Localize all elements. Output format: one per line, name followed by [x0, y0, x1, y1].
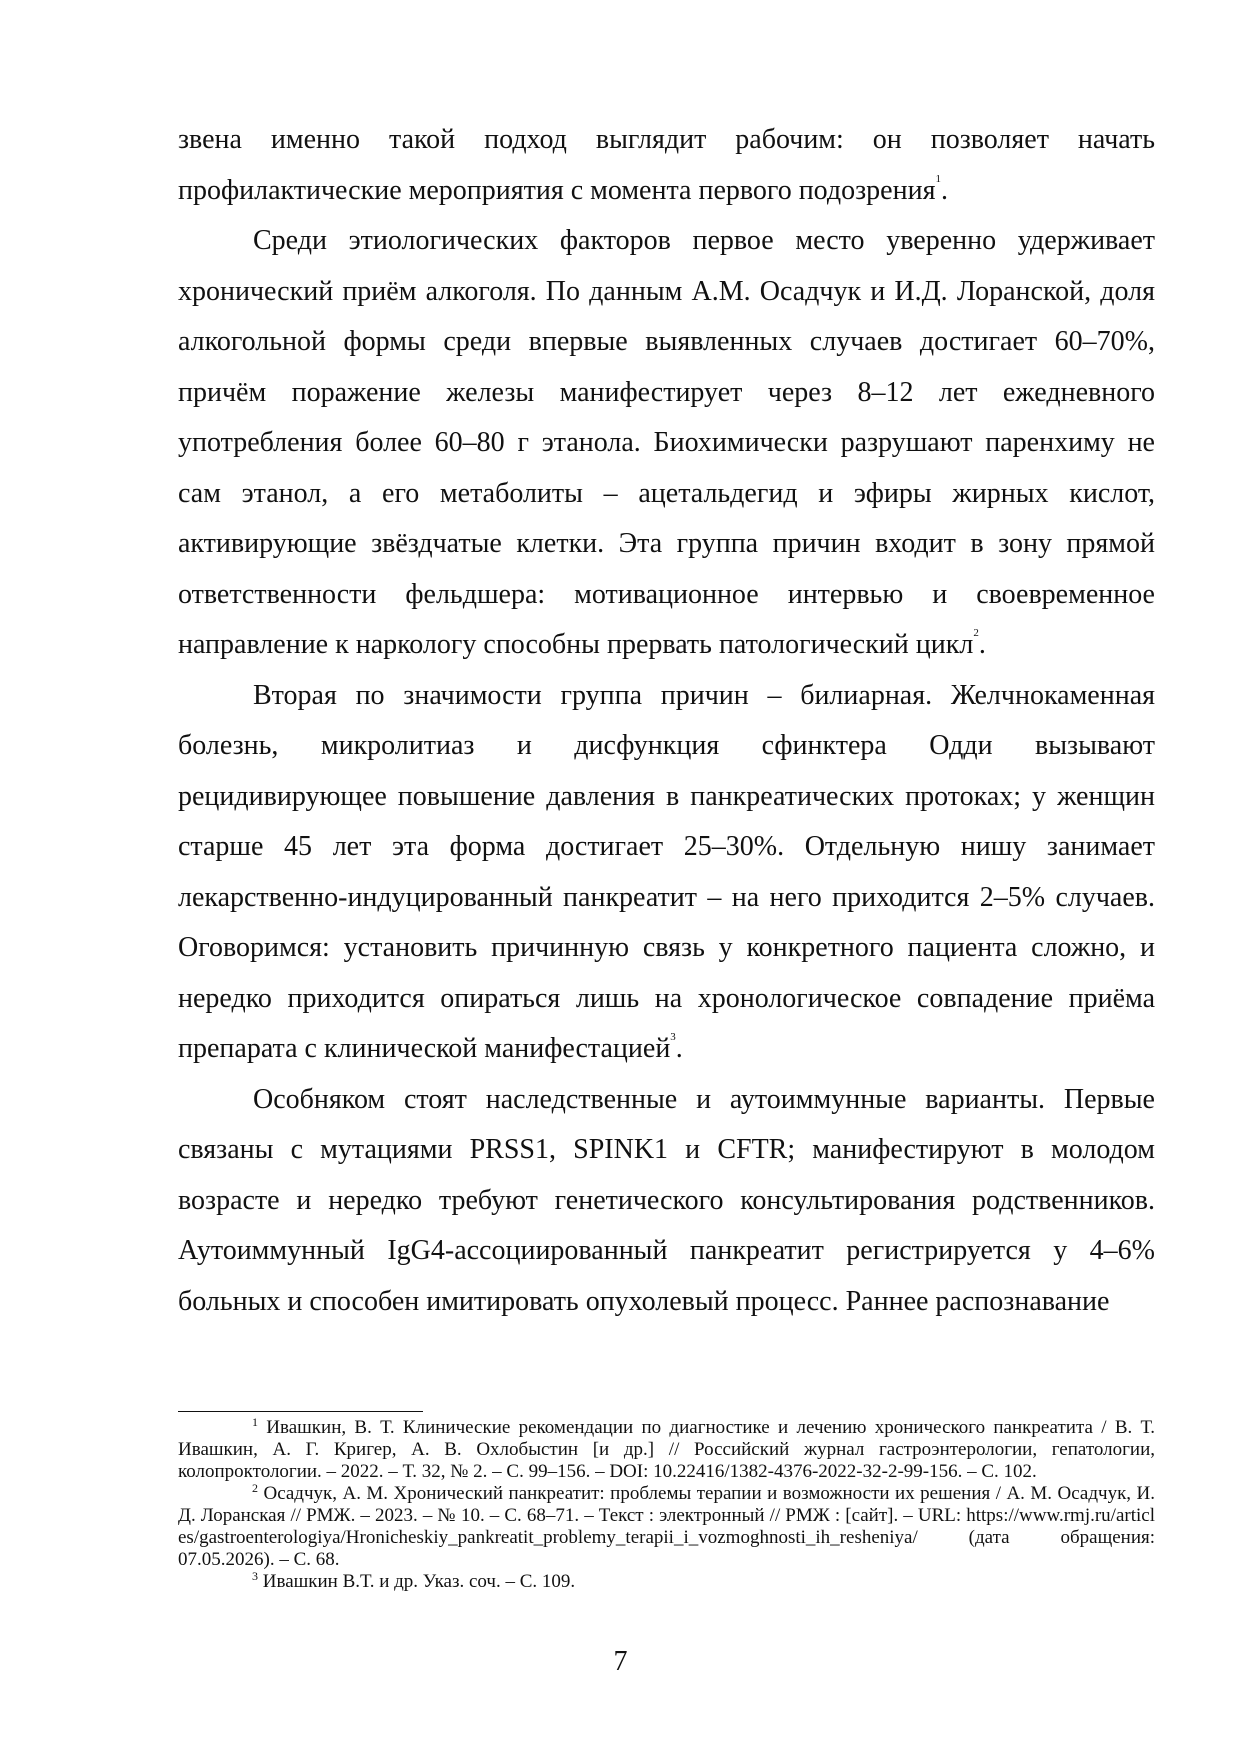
footnote-1 [178, 1417, 1155, 1483]
footnote-reference[interactable]: 3 [670, 1031, 676, 1043]
footnote-mark: 3 [252, 1569, 258, 1583]
body-text [178, 115, 1155, 1327]
footnote-url-link[interactable]: https://www.rmj.ru/articles/gastroenterologiya/Hronicheskiy_pankreatit_problemy_terapii_i_vozmoghnosti_ih_resheniya/ [178, 1505, 1155, 1548]
paragraph-etiology-biliary [178, 671, 1155, 1075]
paragraph-tail: . [978, 629, 986, 660]
paragraph-continuation [178, 115, 1155, 216]
paragraph-text: Вторая по значимости группа причин – билиарная. Желчнокаменная болезнь, микролитиаз и дисфункция сфинктера Одди вызывают рецидивирующее повышение давления в панкреатических протоках; у женщин старше 45 лет эта форма достигает 25–30%. Отдельную нишу занимает лекарственно-индуцированный панкреатит – на него приходится 2–5% случаев. Оговоримся: установить причинную связь у конкретного пациента сложно, и нередко приходится опираться лишь на хронологическое совпадение приёма препарата с клинической манифестацией [178, 679, 1155, 1064]
paragraph-etiology-hereditary [178, 1075, 1155, 1328]
footnote-reference[interactable]: 1 [935, 172, 941, 185]
footnote-tail: (дата обращения: 07.05.2026). – С. 68. [178, 1527, 1155, 1570]
footnote-reference[interactable]: 2 [973, 627, 979, 639]
footnote-separator [178, 1411, 423, 1412]
footnote-mark: 1 [252, 1415, 258, 1429]
paragraph-etiology-alcohol [178, 216, 1155, 671]
footnote-text: Осадчук, А. М. Хронический панкреатит: проблемы терапии и возможности их решения / А. М. Осадчук, И. Д. Лоранская // РМЖ. – 2023. – № 10. – С. 68–71. – Текст : электронный // РМЖ : [сайт]. – URL: [178, 1483, 1155, 1526]
footnote-text: Ивашкин В.Т. и др. Указ. соч. – С. 109. [258, 1571, 576, 1592]
paragraph-text: Среди этиологических факторов первое место уверенно удерживает хронический приём алкоголя. По данным А.М. Осадчук и И.Д. Лоранской, доля алкогольной формы среди впервые выявленных случаев достигает 60–70%, причём поражение железы манифестирует через 8–12 лет ежедневного употребления более 60–80 г этанола. Биохимически разрушают паренхиму не сам этанол, а его метаболиты – ацетальдегид и эфиры жирных кислот, активирующие звёздчатые клетки. Эта группа причин входит в зону прямой ответственности фельдшера: мотивационное интервью и своевременное направление к наркологу способны прервать патологический цикл [178, 225, 1155, 660]
paragraph-tail: . [940, 174, 948, 206]
footnote-mark: 2 [252, 1481, 258, 1495]
paragraph-tail: . [675, 1033, 683, 1064]
page-number: 7 [613, 1646, 628, 1677]
paragraph-text: Особняком стоят наследственные и аутоиммунные варианты. Первые связаны с мутациями PRSS1, SPINK1 и CFTR; манифестируют в молодом возрасте и нередко требуют генетического консультирования родственников. Аутоиммунный IgG4-ассоциированный панкреатит регистрируется у 4–6% больных и способен имитировать опухолевый процесс. Раннее распознавание [178, 1083, 1155, 1317]
footnotes [178, 1417, 1155, 1593]
paragraph-text: звена именно такой подход выглядит рабочим: он позволяет начать профилактические мероприятия с момента первого подозрения [178, 124, 1155, 206]
footnote-text: Ивашкин, В. Т. Клинические рекомендации по диагностике и лечению хронического панкреатита / В. Т. Ивашкин, А. Г. Кригер, А. В. Охлобыстин [и др.] // Российский журнал гастроэнтерологии, гепатологии, колопроктологии. – 2022. – Т. 32, № 2. – С. 99–156. – DOI: 10.22416/1382-4376-2022-32-2-99-156. – С. 102. [178, 1417, 1155, 1482]
footnote-2 [178, 1483, 1155, 1571]
footnote-3 [178, 1571, 1155, 1593]
